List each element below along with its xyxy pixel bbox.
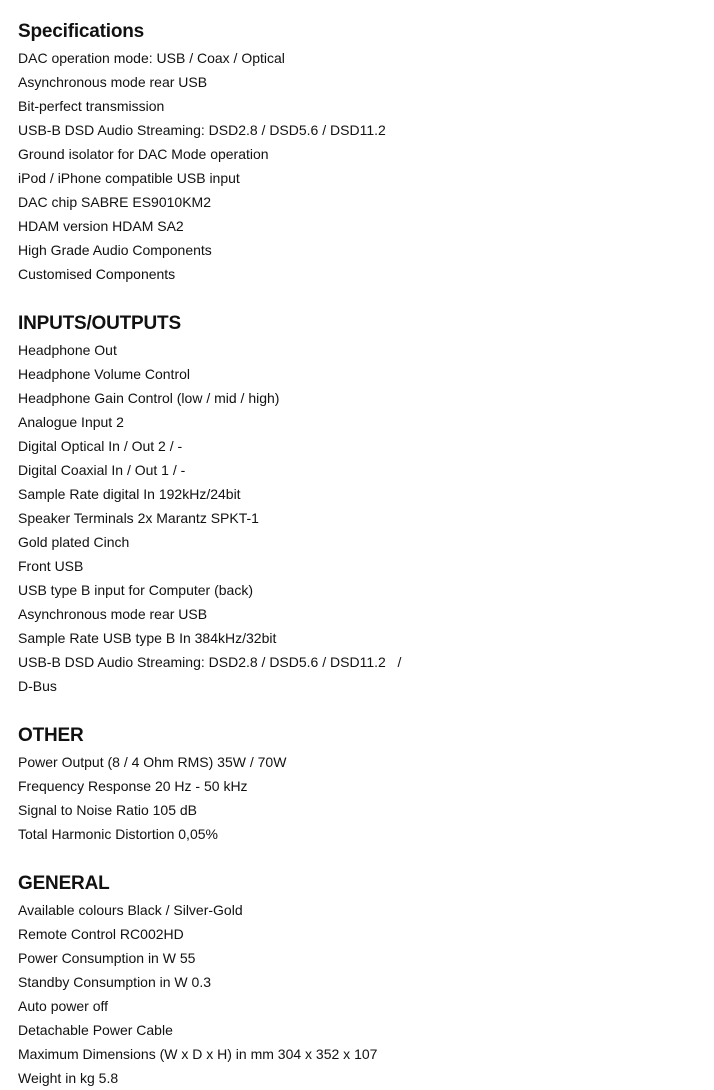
spec-item: DAC operation mode: USB / Coax / Optical [18,50,285,66]
spec-item: DAC chip SABRE ES9010KM2 [18,194,211,210]
section-general [18,870,714,1090]
spec-item: Asynchronous mode rear USB [18,606,208,622]
spec-item: D-Bus [18,678,57,694]
section-other [18,722,714,846]
spec-item: Signal to Noise Ratio 105 dB [18,802,197,818]
spec-item: Remote Control RC002HD [18,926,184,942]
spec-item: Headphone Volume Control [18,366,191,382]
spec-item: Detachable Power Cable [18,1022,173,1038]
section-inputs-outputs [18,310,714,698]
spec-item: Frequency Response 20 Hz - 50 kHz [18,778,248,794]
spec-item: Digital Coaxial In / Out 1 / - [18,462,186,478]
spec-item: Ground isolator for DAC Mode operation [18,146,269,162]
spec-item: Sample Rate USB type B In 384kHz/32bit [18,630,277,646]
spec-item: iPod / iPhone compatible USB input [18,170,240,186]
spec-list [18,898,714,1090]
spec-item: USB-B DSD Audio Streaming: DSD2.8 / DSD5.6 / DSD11.2 [18,122,386,138]
spec-item: High Grade Audio Components [18,242,212,258]
spec-item: Power Output (8 / 4 Ohm RMS) 35W / 70W [18,754,287,770]
spec-item: Maximum Dimensions (W x D x H) in mm 304 x 352 x 107 [18,1046,378,1062]
section-title: OTHER [18,725,84,746]
spec-list [18,338,714,698]
spec-item: Auto power off [18,998,109,1014]
section-title: Specifications [18,21,145,42]
section-specifications [18,18,714,286]
section-title: GENERAL [18,873,110,894]
spec-item: Weight in kg 5.8 [18,1070,119,1086]
spec-item: Speaker Terminals 2x Marantz SPKT-1 [18,510,259,526]
spec-item: Customised Components [18,266,176,282]
spec-item: Headphone Gain Control (low / mid / high) [18,390,280,406]
spec-list [18,46,714,286]
spec-item: USB-B DSD Audio Streaming: DSD2.8 / DSD5.6 / DSD11.2 / [18,654,402,670]
spec-item: Total Harmonic Distortion 0,05% [18,826,218,842]
spec-item: Asynchronous mode rear USB [18,74,208,90]
spec-item: Gold plated Cinch [18,534,130,550]
spec-item: Standby Consumption in W 0.3 [18,974,211,990]
spec-item: Analogue Input 2 [18,414,124,430]
section-title: INPUTS/OUTPUTS [18,313,181,334]
spec-item: USB type B input for Computer (back) [18,582,253,598]
spec-item: Digital Optical In / Out 2 / - [18,438,183,454]
spec-item: HDAM version HDAM SA2 [18,218,184,234]
spec-item: Bit-perfect transmission [18,98,165,114]
spec-item: Sample Rate digital In 192kHz/24bit [18,486,241,502]
spec-item: Available colours Black / Silver-Gold [18,902,243,918]
spec-item: Power Consumption in W 55 [18,950,196,966]
spec-item: Front USB [18,558,84,574]
spec-item: Headphone Out [18,342,117,358]
spec-list [18,750,714,846]
